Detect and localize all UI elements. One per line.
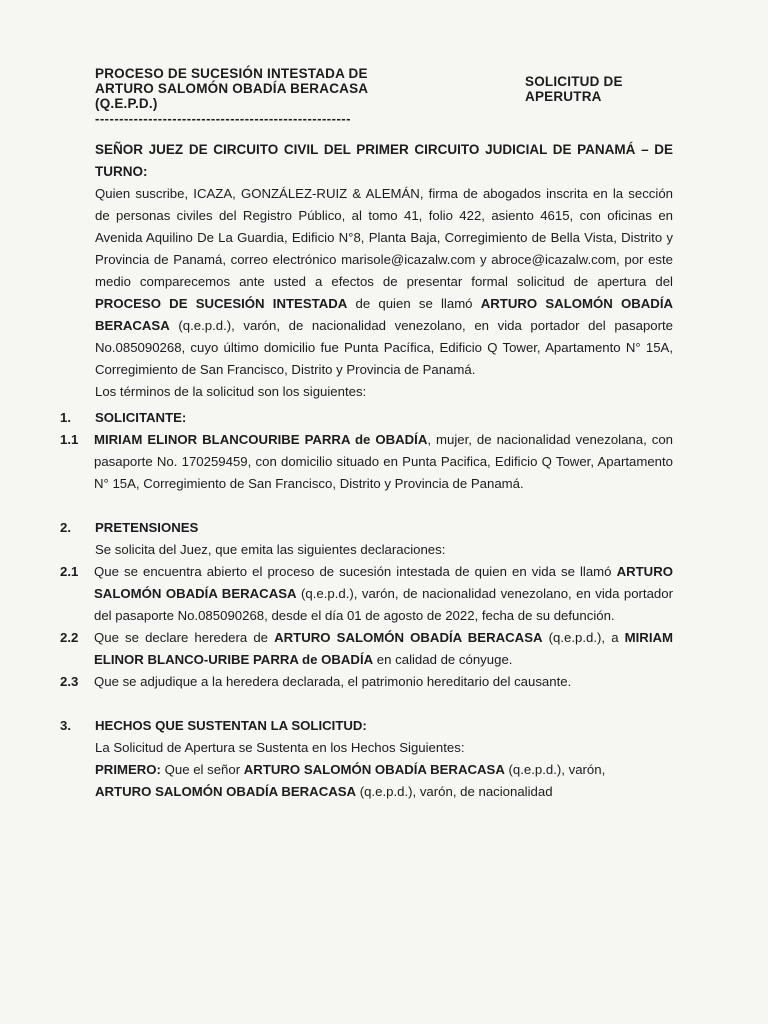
dash-separator: ----------------------------------------------------- [95,111,351,126]
fact-text: (q.e.p.d.), varón, de nacionalidad [356,784,553,799]
item-number: 2.2 [60,630,79,645]
intro-text: de quien se llamó [347,296,481,311]
claim-item-3 [60,671,673,693]
deceased-name: ARTURO SALOMÓN OBADÍA BERACASA [95,296,674,333]
deceased-name: ARTURO SALOMÓN OBADÍA BERACASA [243,762,505,777]
deceased-name: ARTURO SALOMÓN OBADÍA BERACASA [94,564,673,601]
heir-name: MIRIAM ELINOR BLANCO-URIBE PARRA de OBADÍA [94,630,673,667]
intro-text: (q.e.p.d.), varón, de nacionalidad venezolano, en vida portador del pasaporte No.085090268, cuyo último domicilio fue Punta Pacífica, Edificio Q Tower, Apartamento N° 15A, Corregimiento de San Francisco, Distrito y Provincia de Panamá. [95,318,673,377]
fact-first [95,759,673,781]
intro-paragraph [95,183,673,381]
deceased-name: ARTURO SALOMÓN OBADÍA BERACASA [274,630,543,645]
request-type [525,74,675,104]
item-text: Que se adjudique a la heredera declarada, el patrimonio hereditario del causante. [94,674,572,689]
applicant-item [60,429,673,495]
section-number: 2. [60,520,71,535]
request-type-line: APERUTRA [525,89,602,104]
addressee: SEÑOR JUEZ DE CIRCUITO CIVIL DEL PRIMER CIRCUITO JUDICIAL DE PANAMÁ – DE TURNO: [95,142,673,179]
process-name: PROCESO DE SUCESIÓN INTESTADA [95,296,348,311]
claim-text: (q.e.p.d.), varón, de nacionalidad venezolano, en vida portador del pasaporte No.085090268, desde el día 01 de agosto de 2022, fecha de su defunción. [94,586,673,623]
applicant-details: , mujer, de nacionalidad venezolana, con pasaporte No. 170259459, con domicilio situado en Punta Pacifica, Edificio Q Tower, Apartamento N° 15A, Corregimiento de San Francisco, Distrito y Provincia de Panamá. [94,432,673,491]
section-heading-3 [60,715,673,737]
item-number: 1.1 [60,432,79,447]
section-lead: La Solicitud de Apertura se Sustenta en los Hechos Siguientes: [95,740,465,755]
fact-label: PRIMERO: [95,762,161,777]
case-title-line: ARTURO SALOMÓN OBADÍA BERACASA [95,81,369,96]
document-body [60,139,674,803]
claim-text: Que se declare heredera de [94,630,275,645]
item-number: 2.3 [60,674,79,689]
section-number: 1. [60,410,71,425]
claim-item-1 [60,561,673,627]
section-heading-2 [60,517,673,539]
applicant-name: MIRIAM ELINOR BLANCOURIBE PARRA de OBADÍA [94,432,428,447]
item-number: 2.1 [60,564,79,579]
section-title: PRETENSIONES [95,520,199,535]
claim-text: en calidad de cónyuge. [373,652,513,667]
terms-intro: Los términos de la solicitud son los siguientes: [95,384,367,399]
claim-item-2 [60,627,673,671]
item-text [94,429,673,495]
claim-text: (q.e.p.d.), a [542,630,625,645]
case-title-line: (Q.E.P.D.) [95,96,158,111]
section-number: 3. [60,718,71,733]
claim-text: Que se encuentra abierto el proceso de sucesión intestada de quien en vida se llamó [94,564,617,579]
deceased-name: ARTURO SALOMÓN OBADÍA BERACASA [95,784,357,799]
fact-text: (q.e.p.d.), varón, [504,762,606,777]
intro-text: Quien suscribe, ICAZA, GONZÁLEZ-RUIZ & ALEMÁN, firma de abogados inscrita en la sección de personas civiles del Registro Público, al tomo 41, folio 422, asiento 4615, con oficinas en Avenida Aquilino De La Guardia, Edificio N°8, Planta Baja, Corregimiento de Bella Vista, Distrito y Provincia de Panamá, correo electrónico marisole@icazalw.com y abroce@icazalw.com, por este medio comparecemos ante usted a efectos de presentar formal solicitud de apertura del [95,186,673,289]
item-text [94,561,673,627]
case-title-line: PROCESO DE SUCESIÓN INTESTADA DE [95,66,368,81]
section-lead: Se solicita del Juez, que emita las siguientes declaraciones: [95,542,446,557]
item-text [94,627,673,671]
case-title [95,66,455,111]
section-title: SOLICITANTE: [95,410,187,425]
fact-continuation [95,781,673,803]
fact-text: Que el señor [160,762,244,777]
section-title: HECHOS QUE SUSTENTAN LA SOLICITUD: [95,718,367,733]
section-heading-1 [60,407,673,429]
request-type-line: SOLICITUD DE [525,74,623,89]
